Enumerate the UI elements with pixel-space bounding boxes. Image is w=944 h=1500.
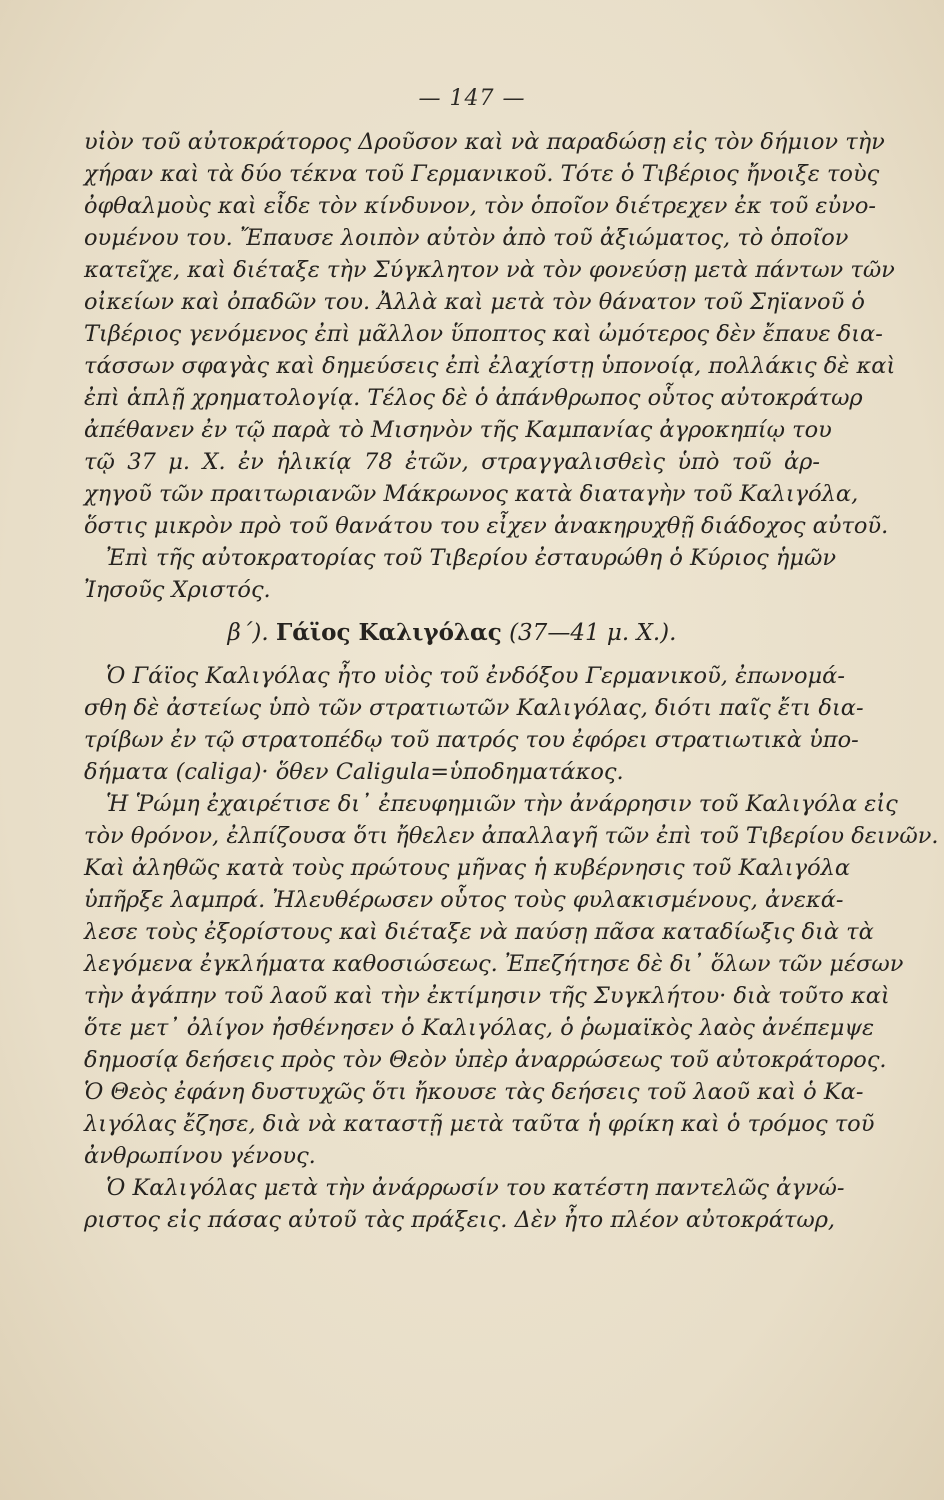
text-line: χηγοῦ τῶν πραιτωριανῶν Μάκρωνος κατὰ διαταγὴν τοῦ Καλιγόλα, [84,481,859,507]
text-line: λιγόλας ἔζησε, διὰ νὰ καταστῇ μετὰ ταῦτα ἡ φρίκη καὶ ὁ τρόμος τοῦ [84,1111,875,1137]
text-line: ὅστις μικρὸν πρὸ τοῦ θανάτου του εἶχεν ἀνακηρυχθῇ διάδοχος αὐτοῦ. [84,513,889,539]
body-text [84,126,939,1236]
text-line: δήματα (caliga)· ὅθεν Caligula=ὑποδηματάκος. [84,759,624,785]
section-heading-dates: (37—41 μ. Χ.). [501,620,677,646]
text-line: τάσσων σφαγὰς καὶ δημεύσεις ἐπὶ ἐλαχίστῃ ὑπονοίᾳ, πολλάκις δὲ καὶ [84,353,896,379]
text-line: λεσε τοὺς ἐξορίστους καὶ διέταξε νὰ παύσῃ πᾶσα καταδίωξις διὰ τὰ [84,919,874,945]
text-line: ριστος εἰς πάσας αὐτοῦ τὰς πράξεις. Δὲν ἦτο πλέον αὐτοκράτωρ, [84,1207,836,1233]
text-line: τὸν θρόνον, ἐλπίζουσα ὅτι ἤθελεν ἀπαλλαγῆ τῶν ἐπὶ τοῦ Τιβερίου δεινῶν. [84,823,939,849]
text-line: Ἡ Ῥώμη ἐχαιρέτισε δι᾽ ἐπευφημιῶν τὴν ἀνάρρησιν τοῦ Καλιγόλα εἰς [106,791,898,817]
text-line: δημοσίᾳ δεήσεις πρὸς τὸν Θεὸν ὑπὲρ ἀναρρώσεως τοῦ αὐτοκράτορος. [84,1047,887,1073]
text-line: ἀπέθανεν ἐν τῷ παρὰ τὸ Μισηνὸν τῆς Καμπανίας ἀγροκηπίῳ του [84,417,832,443]
text-line: ἐπὶ ἁπλῇ χρηματολογίᾳ. Τέλος δὲ ὁ ἀπάνθρωπος οὗτος αὐτοκράτωρ [84,385,863,411]
text-line: ὀφθαλμοὺς καὶ εἶδε τὸν κίνδυνον, τὸν ὁποῖον διέτρεχεν ἐκ τοῦ εὐνο- [84,193,877,219]
text-line: ουμένου του. Ἔπαυσε λοιπὸν αὐτὸν ἀπὸ τοῦ ἀξιώματος, τὸ ὁποῖον [84,225,849,251]
text-line: ἀνθρωπίνου γένους. [84,1143,316,1169]
text-line: οἰκείων καὶ ὀπαδῶν του. Ἀλλὰ καὶ μετὰ τὸν θάνατον τοῦ Σηϊανοῦ ὁ [84,289,865,315]
text-line: ὑπῆρξε λαμπρά. Ἠλευθέρωσεν οὗτος τοὺς φυλακισμένους, ἀνεκά- [84,887,844,913]
text-line: λεγόμενα ἐγκλήματα καθοσιώσεως. Ἐπεζήτησε δὲ δι᾽ ὅλων τῶν μέσων [84,951,904,977]
text-line: Ὁ Γάϊος Καλιγόλας ἦτο υἱὸς τοῦ ἐνδόξου Γερμανικοῦ, ἐπωνομά- [106,663,845,689]
text-line: Ὁ Καλιγόλας μετὰ τὴν ἀνάρρωσίν του κατέστη παντελῶς ἀγνώ- [106,1175,845,1201]
section-heading [84,606,820,660]
text-line: Ἐπὶ τῆς αὐτοκρατορίας τοῦ Τιβερίου ἐσταυρώθη ὁ Κύριος ἡμῶν [106,545,836,571]
text-line: τῷ 37 μ. Χ. ἐν ἡλικίᾳ 78 ἐτῶν, στραγγαλισθεὶς ὑπὸ τοῦ ἀρ- [84,449,820,475]
page-number: — 147 — [418,86,526,111]
text-line: Καὶ ἀληθῶς κατὰ τοὺς πρώτους μῆνας ἡ κυβέρνησις τοῦ Καλιγόλα [84,855,851,881]
text-line: τὴν ἀγάπην τοῦ λαοῦ καὶ τὴν ἐκτίμησιν τῆς Συγκλήτου· διὰ τοῦτο καὶ [84,983,890,1009]
text-line: τρίβων ἐν τῷ στρατοπέδῳ τοῦ πατρός του ἐφόρει στρατιωτικὰ ὑπο- [84,727,859,753]
text-line: Ἰησοῦς Χριστός. [84,577,271,603]
section-heading-title: Γάϊος Καλιγόλας [275,619,502,646]
text-line: σθη δὲ ἀστείως ὑπὸ τῶν στρατιωτῶν Καλιγόλας, διότι παῖς ἔτι δια- [84,695,864,721]
text-line: κατεῖχε, καὶ διέταξε τὴν Σύγκλητον νὰ τὸν φονεύσῃ μετὰ πάντων τῶν [84,257,895,283]
text-line: ὅτε μετ᾽ ὀλίγον ἠσθένησεν ὁ Καλιγόλας, ὁ ῥωμαϊκὸς λαὸς ἀνέπεμψε [84,1015,875,1041]
section-heading-prefix: β΄). [227,620,276,646]
text-line: υἱὸν τοῦ αὐτοκράτορος Δροῦσον καὶ νὰ παραδώσῃ εἰς τὸν δήμιον τὴν [84,129,885,155]
text-line: Τιβέριος γενόμενος ἐπὶ μᾶλλον ὕποπτος καὶ ὠμότερος δὲν ἔπαυε δια- [84,321,883,347]
text-line: χήραν καὶ τὰ δύο τέκνα τοῦ Γερμανικοῦ. Τότε ὁ Τιβέριος ἤνοιξε τοὺς [84,161,880,187]
text-line: Ὁ Θεὸς ἐφάνη δυστυχῶς ὅτι ἤκουσε τὰς δεήσεις τοῦ λαοῦ καὶ ὁ Κα- [84,1079,864,1105]
